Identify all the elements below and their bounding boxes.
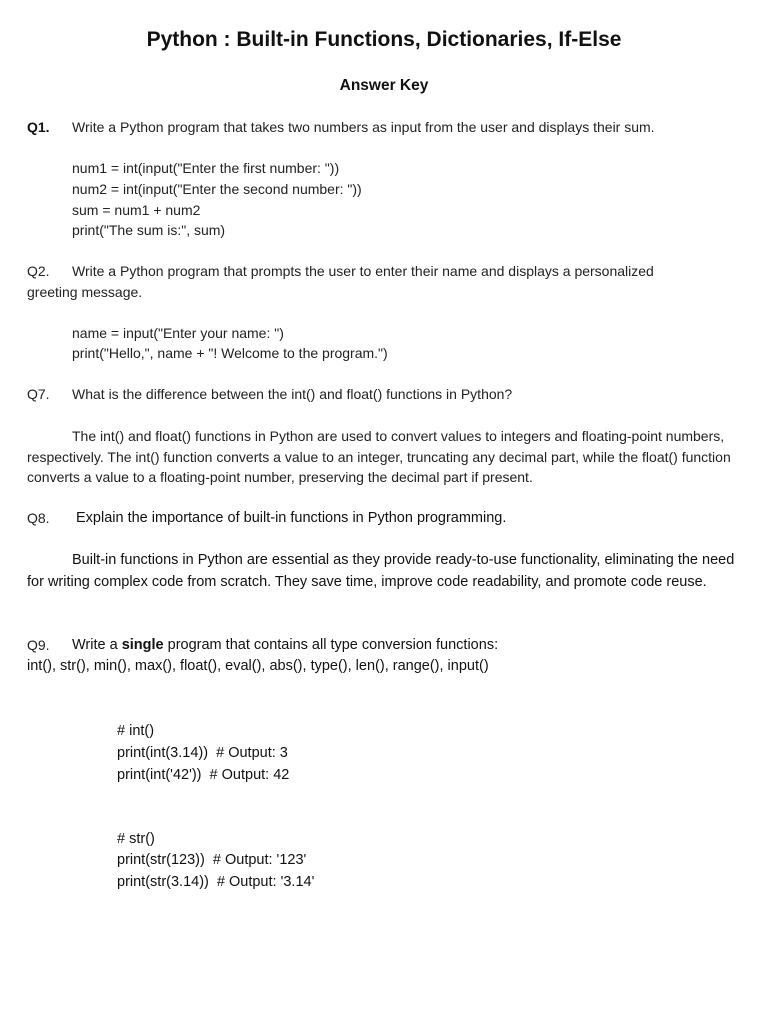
q9-code-str-line: # str() bbox=[117, 831, 155, 847]
q9-question-post: program that contains all type conversion functions: bbox=[163, 637, 499, 653]
q7-label: Q7. bbox=[27, 386, 50, 402]
q7-question: What is the difference between the int() and float() functions in Python? bbox=[72, 386, 513, 402]
q8-answer: Built-in functions in Python are essential as they provide ready-to-use functionality, eliminating the need for writing complex code from scratch. They save time, improve code readability, and promote code reuse. bbox=[27, 552, 735, 590]
q8-label: Q8. bbox=[27, 510, 50, 526]
q9-code-int-line: print(int('42')) # Output: 42 bbox=[117, 767, 290, 783]
q9-question bbox=[72, 635, 498, 655]
q9-code-str-line: print(str(123)) # Output: '123' bbox=[117, 852, 307, 868]
q1-code-line: print("The sum is:", sum) bbox=[72, 222, 226, 238]
q9-question-bold: single bbox=[121, 637, 164, 653]
q9-code-str-line: print(str(3.14)) # Output: '3.14' bbox=[117, 874, 315, 890]
q2-question: Write a Python program that prompts the user to enter their name and displays a personalized bbox=[72, 263, 654, 279]
q2-code-line: print("Hello,", name + "! Welcome to the program.") bbox=[72, 345, 388, 361]
q7-answer: The int() and float() functions in Python are used to convert values to integers and floating-point numbers, respectively. The int() function converts a value to an integer, truncating any decimal part, while the float() function converts a value to a floating-point number, preserving the decimal part if present. bbox=[27, 428, 731, 485]
document-title: Python : Built-in Functions, Dictionaries, If-Else bbox=[146, 28, 622, 51]
document-subtitle: Answer Key bbox=[339, 77, 429, 94]
q9-functions-list: int(), str(), min(), max(), float(), eval(), abs(), type(), len(), range(), input() bbox=[27, 658, 489, 674]
q1-code-line: num1 = int(input("Enter the first number: ")) bbox=[72, 160, 340, 176]
q2-code-line: name = input("Enter your name: ") bbox=[72, 325, 284, 341]
q2-question-continued: greeting message. bbox=[27, 284, 143, 300]
q1-code-line: sum = num1 + num2 bbox=[72, 202, 201, 218]
q1-label: Q1. bbox=[27, 119, 50, 135]
q1-question: Write a Python program that takes two numbers as input from the user and displays their sum. bbox=[72, 119, 655, 135]
q9-label: Q9. bbox=[27, 637, 50, 653]
q8-question: Explain the importance of built-in functions in Python programming. bbox=[76, 510, 507, 526]
q1-code-line: num2 = int(input("Enter the second number: ")) bbox=[72, 181, 362, 197]
q9-code-int-line: print(int(3.14)) # Output: 3 bbox=[117, 745, 288, 761]
q9-question-pre: Write a bbox=[72, 637, 122, 653]
q9-code-int-line: # int() bbox=[117, 723, 155, 739]
q2-label: Q2. bbox=[27, 263, 50, 279]
